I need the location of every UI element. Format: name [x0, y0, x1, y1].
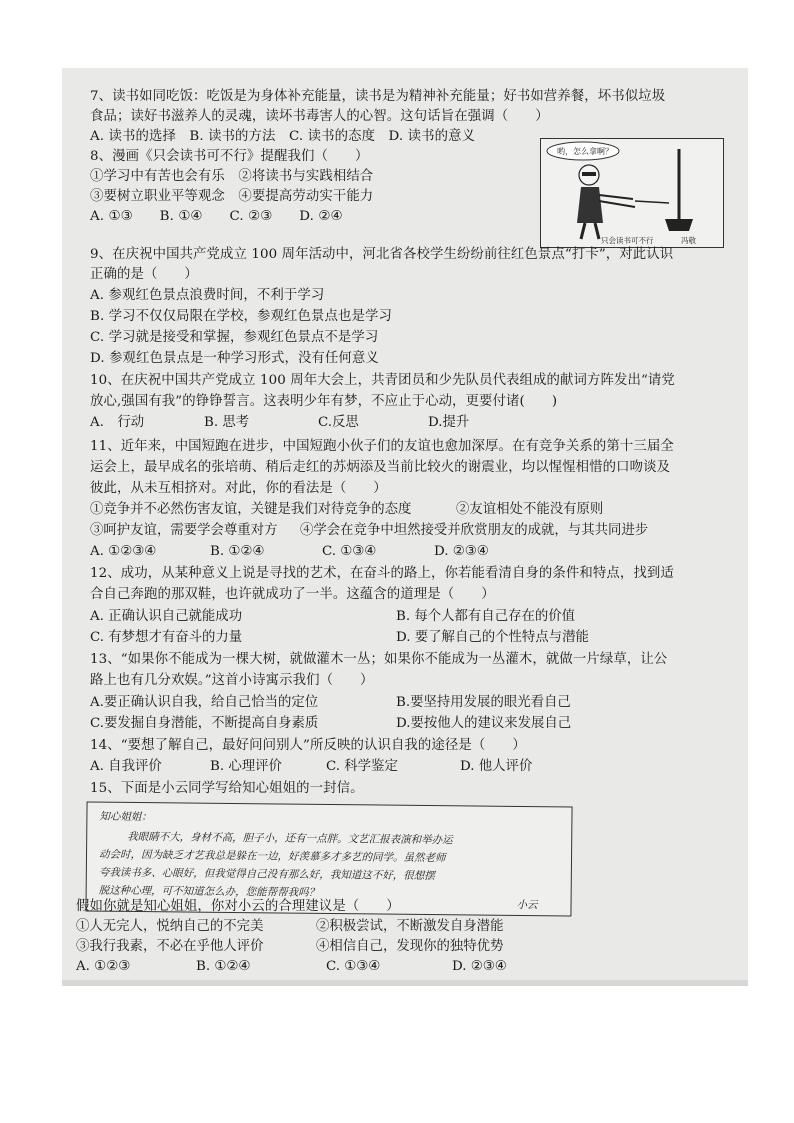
q9-option-a: A. 参观红色景点浪费时间，不利于学习: [90, 288, 325, 303]
q9-stem-line2: 正确的是（ ）: [90, 267, 198, 282]
cartoon-caption: 只会读书可不行: [601, 236, 654, 245]
q14-option-d: D. 他人评价: [460, 759, 533, 774]
letter-line-2: 动会时，因为缺乏才艺我总是躲在一边，好羡慕多才多艺的同学。虽然老师: [98, 848, 446, 865]
q11-option-3: ③呵护友谊，需要学会尊重对方: [90, 523, 278, 538]
q11-stem-line2: 运会上，最早成名的张培萌、稍后走红的苏炳添及当前比较火的谢震业，均以惺惺相惜的口吻谈及: [90, 460, 671, 475]
q11-choice-d: D. ②③④: [434, 544, 489, 559]
q11-stem-line1: 11、近年来，中国短跑在进步，中国短跑小伙子们的友谊也愈加深厚。在有竞争关系的第十三届全: [90, 439, 674, 454]
q12-stem-line1: 12、成功，从某种意义上说是寻找的艺术，在奋斗的路上，你若能看清自身的条件和特点，找到适: [90, 566, 674, 581]
q15-choice-c: C. ①③④: [326, 959, 381, 974]
q8-options-row1: ①学习中有苦也会有乐 ②将读书与实践相结合: [90, 169, 374, 184]
cartoon-speech-text: 哟，怎么拿啊？: [557, 147, 613, 156]
q15-option-1: ①人无完人，悦纳自己的不完美: [76, 919, 264, 934]
q11-choice-c: C. ①③④: [322, 544, 377, 559]
q12-stem-line2: 合自己奔跑的那双鞋，也许就成功了一半。这蕴含的道理是（ ）: [90, 587, 495, 602]
q11-stem-line3: 彼此，从未互相挤对。对此，你的看法是（ ）: [90, 481, 387, 496]
letter-greeting: 知心姐姐：: [99, 810, 152, 824]
q10-option-b: B. 思考: [204, 415, 250, 430]
q13-stem-line1: 13、“如果你不能成为一棵大树，就做灌木一丛；如果你不能成为一丛灌木，就做一片绿草，让公: [90, 652, 668, 667]
q14-stem: 14、“要想了解自己，最好问问别人”所反映的认识自我的途径是（ ）: [90, 738, 526, 753]
letter-line-1: 我眼睛不大，身材不高，胆子小，还有一点胖。文艺汇报表演和举办运: [127, 830, 453, 847]
q13-option-d: D.要按他人的建议来发展自己: [396, 716, 572, 731]
q9-stem-line1: 9、在庆祝中国共产党成立 100 周年活动中，河北省各校学生纷纷前往红色景点“打卡”，对此认识: [90, 247, 674, 262]
q14-option-a: A. 自我评价: [90, 759, 162, 774]
letter-line-3: 夸我读书多、心眼好，但我觉得自己没有那么好，我知道这不好，很想摆: [98, 866, 435, 883]
q10-option-d: D.提升: [428, 415, 470, 430]
q12-option-c: C. 有梦想才有奋斗的力量: [90, 630, 243, 645]
q7-stem-line1: 7、读书如同吃饭：吃饭是为身体补充能量，读书是为精神补充能量；好书如营养餐，坏书似垃圾: [90, 89, 666, 104]
q15-question: 假如你就是知心姐姐，你对小云的合理建议是（ ）: [76, 899, 400, 914]
q14-option-c: C. 科学鉴定: [326, 759, 398, 774]
q8-options-row2: ③要树立职业平等观念 ④要提高劳动实干能力: [90, 189, 374, 204]
q13-option-a: A.要正确认识自我，给自己恰当的定位: [90, 695, 319, 710]
q15-option-4: ④相信自己，发现你的独特优势: [316, 939, 504, 954]
q7-options: A. 读书的选择 B. 读书的方法 C. 读书的态度 D. 读书的意义: [90, 129, 476, 144]
q8-choices: A. ①③ B. ①④ C. ②③ D. ②④: [90, 209, 343, 224]
q10-option-c: C.反思: [318, 415, 359, 430]
q15-choice-d: D. ②③④: [452, 959, 507, 974]
q7-stem-line2: 食品；读好书滋养人的灵魂，读坏书毒害人的心智。这句话旨在强调（ ）: [90, 109, 549, 124]
q12-option-b: B. 每个人都有自己存在的价值: [396, 609, 576, 624]
q10-stem-line2: 放心,强国有我”的铮铮誓言。这表明少年有梦，不应止于心动，更要付诸( ): [90, 394, 558, 409]
q11-option-4: ④学会在竞争中坦然接受并欣赏朋友的成就，与其共同进步: [300, 523, 649, 538]
q11-option-1: ①竞争并不必然伤害友谊，关键是我们对待竞争的态度: [90, 502, 412, 517]
q14-option-b: B. 心理评价: [210, 759, 282, 774]
cartoon-drawing: [541, 139, 723, 247]
q15-stem: 15、下面是小云同学写给知心姐姐的一封信。: [90, 781, 364, 796]
q9-option-c: C. 学习就是接受和掌握，参观红色景点不是学习: [90, 330, 379, 345]
q13-stem-line2: 路上也有几分欢娱。”这首小诗寓示我们（ ）: [90, 673, 374, 688]
cartoon-author: 冯敬: [681, 236, 696, 245]
q15-choice-b: B. ①②④: [196, 959, 251, 974]
q12-option-a: A. 正确认识自己就能成功: [90, 609, 243, 624]
exam-page: [62, 68, 748, 986]
q15-option-2: ②积极尝试，不断激发自身潜能: [316, 919, 504, 934]
q11-choice-b: B. ①②④: [210, 544, 265, 559]
page-bottom-edge: [62, 980, 748, 986]
cartoon-illustration: [540, 138, 724, 248]
q11-choice-a: A. ①②③④: [90, 544, 157, 559]
q15-choice-a: A. ①②③: [76, 959, 131, 974]
letter-signature: 小云: [516, 898, 538, 912]
q13-option-c: C.要发掘自身潜能，不断提高自身素质: [90, 716, 319, 731]
q10-option-a: A. 行动: [90, 415, 145, 430]
q9-option-b: B. 学习不仅仅局限在学校，参观红色景点也是学习: [90, 309, 392, 324]
q13-option-b: B.要坚持用发展的眼光看自己: [396, 695, 571, 710]
q9-option-d: D. 参观红色景点是一种学习形式，没有任何意义: [90, 351, 379, 366]
q11-option-2: ②友谊相处不能没有原则: [456, 502, 604, 517]
q10-stem-line1: 10、在庆祝中国共产党成立 100 周年大会上，共青团员和少先队员代表组成的献词方阵发出“请党: [90, 373, 675, 388]
q12-option-d: D. 要了解自己的个性特点与潜能: [396, 630, 589, 645]
q8-stem: 8、漫画《只会读书可不行》提醒我们（ ）: [90, 149, 369, 164]
letter-line-4: 脱这种心理，可不知道怎么办，您能帮帮我吗？: [98, 884, 320, 899]
q15-option-3: ③我行我素，不必在乎他人评价: [76, 939, 264, 954]
